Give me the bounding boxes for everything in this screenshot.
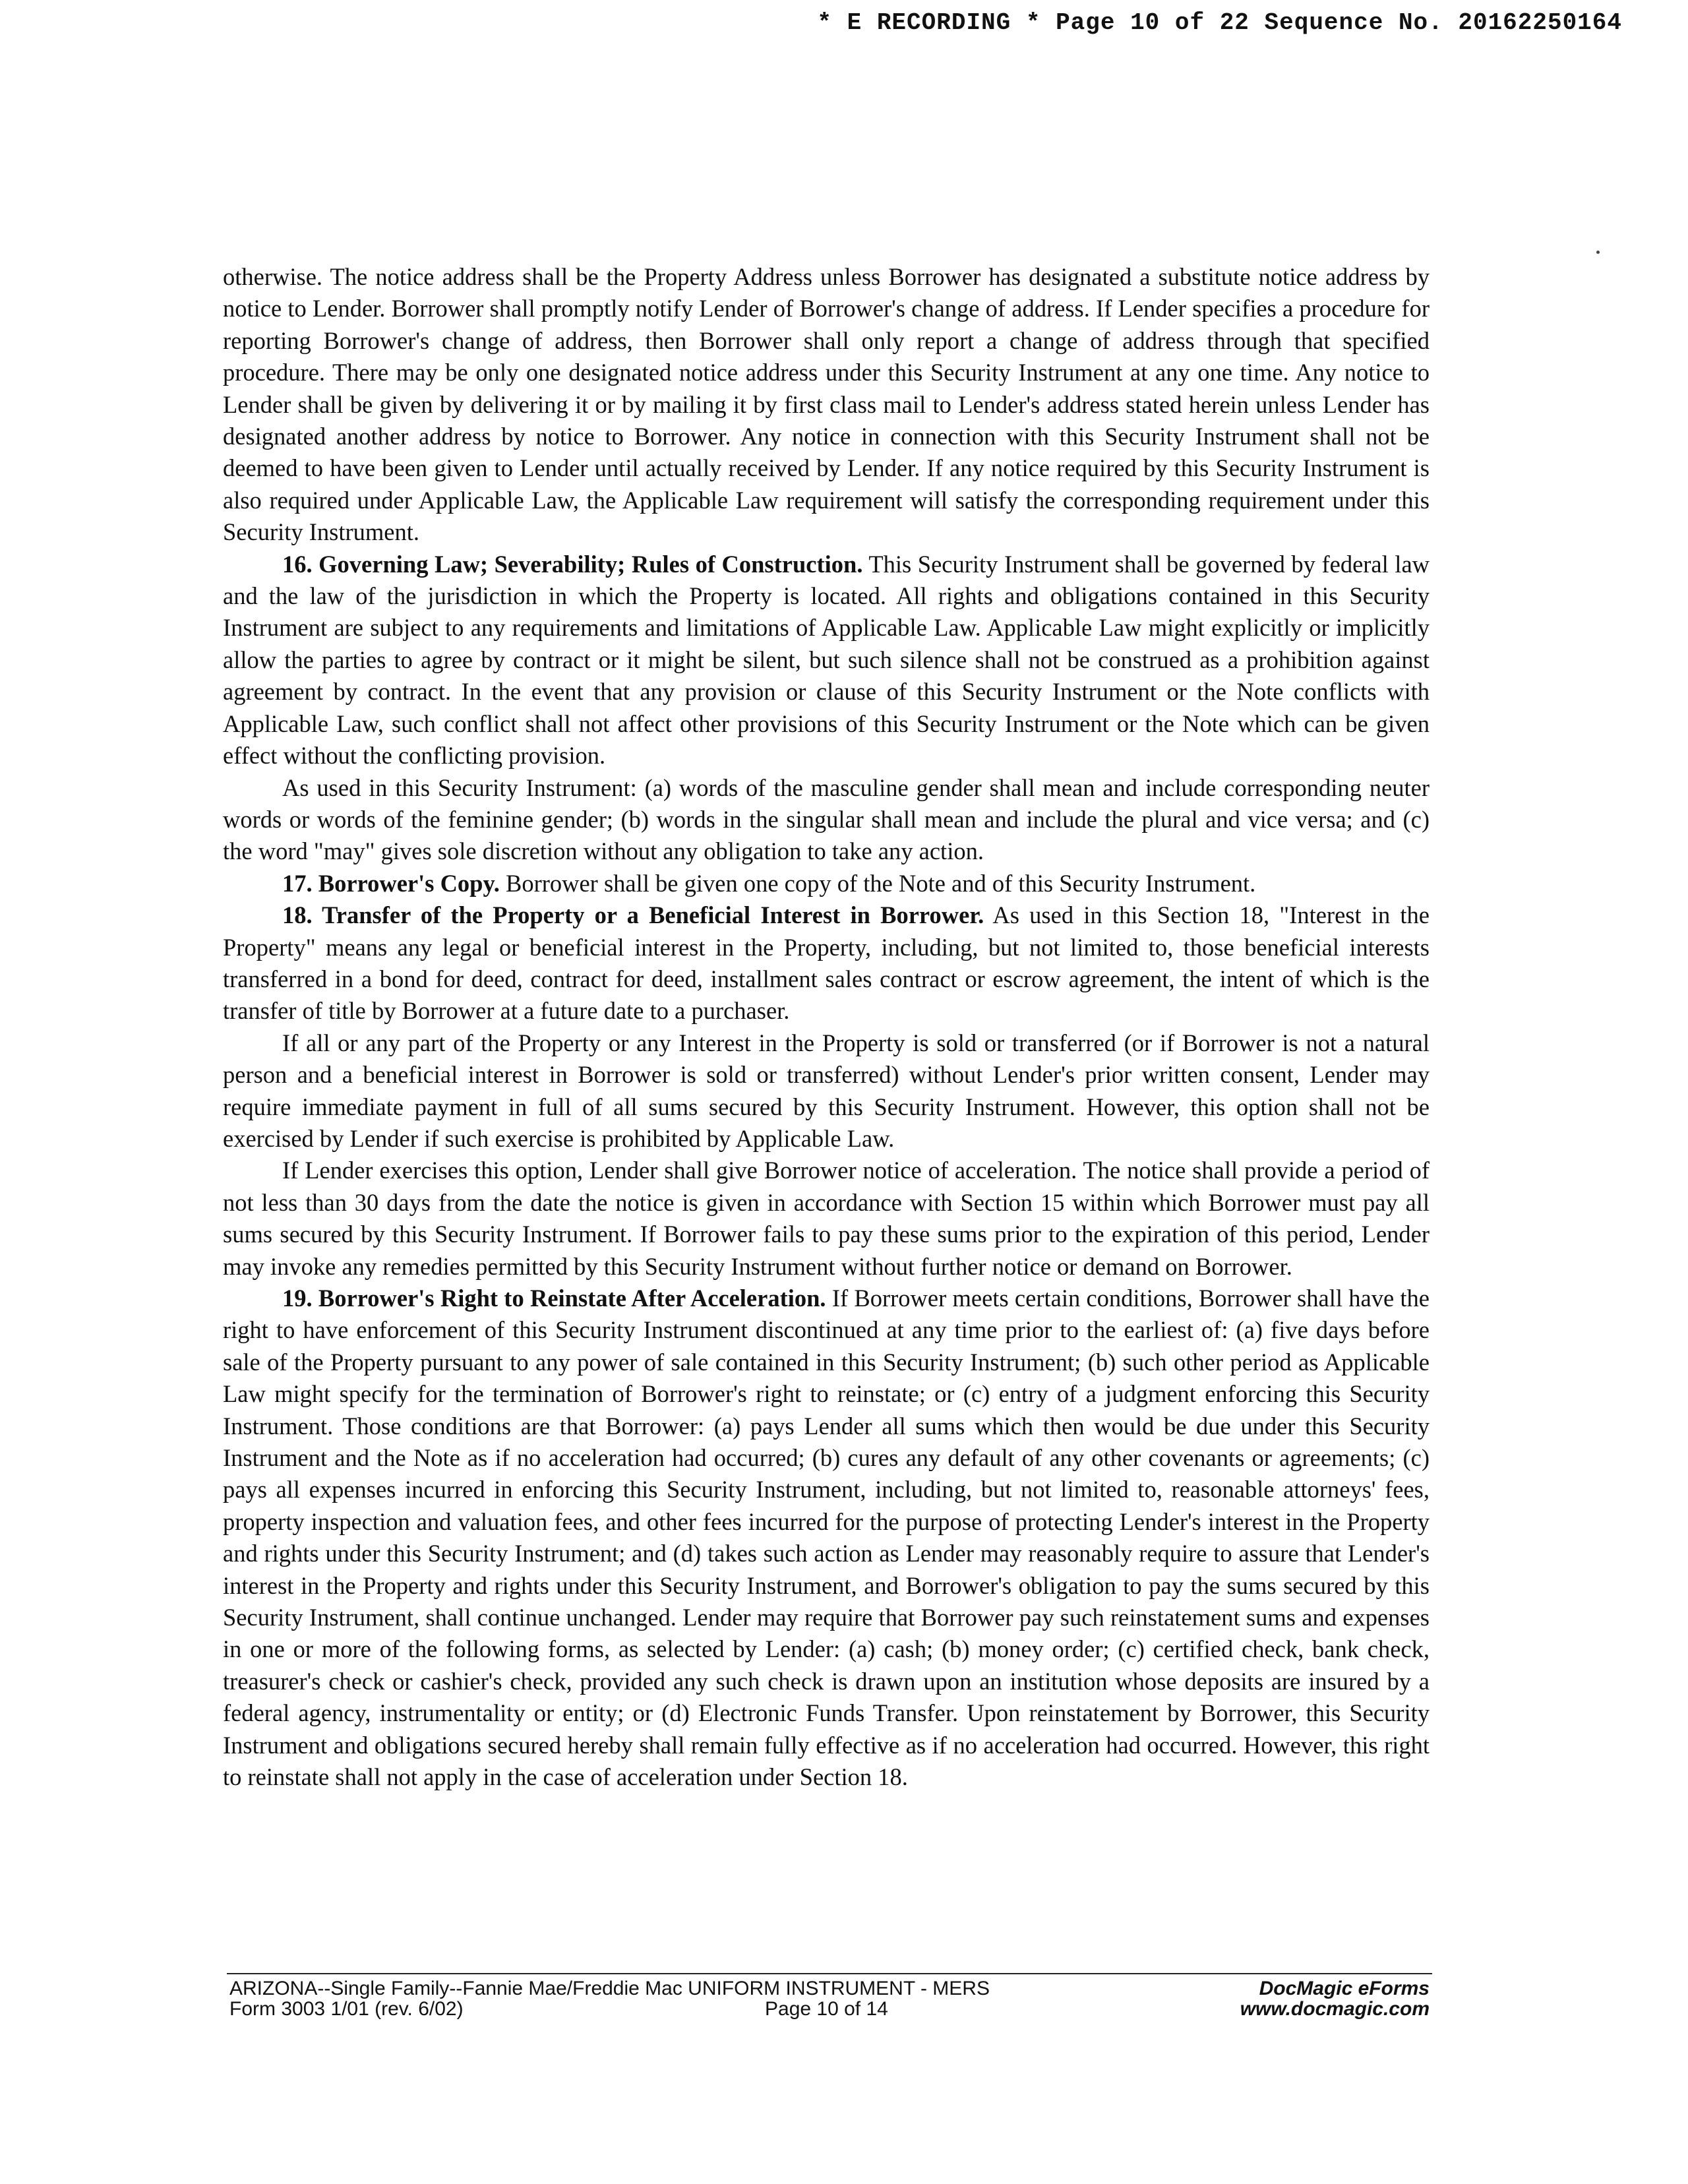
document-body xyxy=(223,261,1430,1794)
section-19-heading: 19. Borrower's Right to Reinstate After Acceleration. xyxy=(282,1285,826,1312)
scan-speck xyxy=(1596,251,1600,254)
section-16-definitions: As used in this Security Instrument: (a) words of the masculine gender shall mean and include corresponding neuter words or words of the feminine gender; (b) words in the singular shall mean and include the plural and vice versa; and (c) the word "may" gives sole discretion without any obligation to take any action. xyxy=(223,774,1430,865)
footer-vendor xyxy=(1240,1978,1430,2019)
section-17-text: Borrower shall be given one copy of the Note and of this Security Instrument. xyxy=(499,869,1256,897)
vendor-logo: DocMagic eForms xyxy=(1259,1978,1430,1999)
section-18-transfer: If all or any part of the Property or any Interest in the Property is sold or transferred (or if Borrower is not a natural person and a beneficial interest in Borrower is sold or transferred) without Lender's prior written consent, Lender may require immediate payment in full of all sums secured by this Security Instrument. However, this option shall not be exercised by Lender if such exercise is prohibited by Applicable Law. xyxy=(223,1029,1430,1152)
section-18 xyxy=(223,899,1430,1027)
footer-page-number: Page 10 of 14 xyxy=(765,1998,888,2020)
recording-header: * E RECORDING * Page 10 of 22 Sequence No. 20162250164 xyxy=(817,9,1622,36)
section-16-text: This Security Instrument shall be governed by federal law and the law of the jurisdiction in which the Property is located. All rights and obligations contained in this Security Instrument are subject to any requirements and limitations of Applicable Law. Applicable Law might explicitly or implicitly allow the parties to agree by contract or it might be silent, but such silence shall not be construed as a prohibition against agreement by contract. In the event that any provision or clause of this Security Instrument or the Note conflicts with Applicable Law, such conflict shall not affect other provisions of this Security Instrument or the Note which can be given effect without the conflicting provision. xyxy=(223,550,1430,770)
section-19-text: If Borrower meets certain conditions, Borrower shall have the right to have enforcement of this Security Instrument discontinued at any time prior to the earliest of: (a) five days before sale of the Property pursuant to any power of sale contained in this Security Instrument; (b) such other period as Applicable Law might specify for the termination of Borrower's right to reinstate; or (c) entry of a judgment enforcing this Security Instrument. Those conditions are that Borrower: (a) pays Lender all sums which then would be due under this Security Instrument and the Note as if no acceleration had occurred; (b) cures any default of any other covenants or agreements; (c) pays all expenses incurred in enforcing this Security Instrument, including, but not limited to, reasonable attorneys' fees, property inspection and valuation fees, and other fees incurred for the purpose of protecting Lender's interest in the Property and rights under this Security Instrument; and (d) takes such action as Lender may reasonably require to assure that Lender's interest in the Property and rights under this Security Instrument, and Borrower's obligation to pay the sums secured by this Security Instrument, shall continue unchanged. Lender may require that Borrower pay such reinstatement sums and expenses in one or more of the following forms, as selected by Lender: (a) cash; (b) money order; (c) certified check, bank check, treasurer's check or cashier's check, provided any such check is drawn upon an institution whose deposits are insured by a federal agency, instrumentality or entity; or (d) Electronic Funds Transfer. Upon reinstatement by Borrower, this Security Instrument and obligations secured hereby shall remain fully effective as if no acceleration had occurred. However, this right to reinstate shall not apply in the case of acceleration under Section 18. xyxy=(223,1285,1430,1791)
section-18-heading: 18. Transfer of the Property or a Beneficial Interest in Borrower. xyxy=(282,901,984,929)
section-17 xyxy=(223,868,1430,899)
section-17-heading: 17. Borrower's Copy. xyxy=(282,869,500,897)
section-19 xyxy=(223,1283,1430,1794)
form-title: ARIZONA--Single Family--Fannie Mae/Freddie Mac UNIFORM INSTRUMENT - MERS xyxy=(229,1978,990,1999)
section-16 xyxy=(223,549,1430,772)
section-18-text: As used in this Section 18, "Interest in the Property" means any legal or beneficial interest in the Property, including, but not limited to, those beneficial interests transferred in a bond for deed, contract for deed, installment sales contract or escrow agreement, the intent of which is the transfer of title by Borrower at a future date to a purchaser. xyxy=(223,901,1430,1025)
footer-divider xyxy=(227,1973,1432,1974)
form-number: Form 3003 1/01 (rev. 6/02) xyxy=(229,1998,464,2020)
vendor-url: www.docmagic.com xyxy=(1240,1998,1430,2020)
section-18-acceleration: If Lender exercises this option, Lender shall give Borrower notice of acceleration. The notice shall provide a period of not less than 30 days from the date the notice is given in accordance with Section 15 within which Borrower must pay all sums secured by this Security Instrument. If Borrower fails to pay these sums prior to the expiration of this period, Lender may invoke any remedies permitted by this Security Instrument without further notice or demand on Borrower. xyxy=(223,1157,1430,1280)
notice-paragraph-continuation: otherwise. The notice address shall be the Property Address unless Borrower has designated a substitute notice address by notice to Lender. Borrower shall promptly notify Lender of Borrower's change of address. If Lender specifies a procedure for reporting Borrower's change of address, then Borrower shall only report a change of address through that specified procedure. There may be only one designated notice address under this Security Instrument at any one time. Any notice to Lender shall be given by delivering it or by mailing it by first class mail to Lender's address stated herein unless Lender has designated another address by notice to Borrower. Any notice in connection with this Security Instrument shall not be deemed to have been given to Lender until actually received by Lender. If any notice required by this Security Instrument is also required under Applicable Law, the Applicable Law requirement will satisfy the corresponding requirement under this Security Instrument. xyxy=(223,263,1430,546)
section-16-heading: 16. Governing Law; Severability; Rules of Construction. xyxy=(282,550,863,578)
